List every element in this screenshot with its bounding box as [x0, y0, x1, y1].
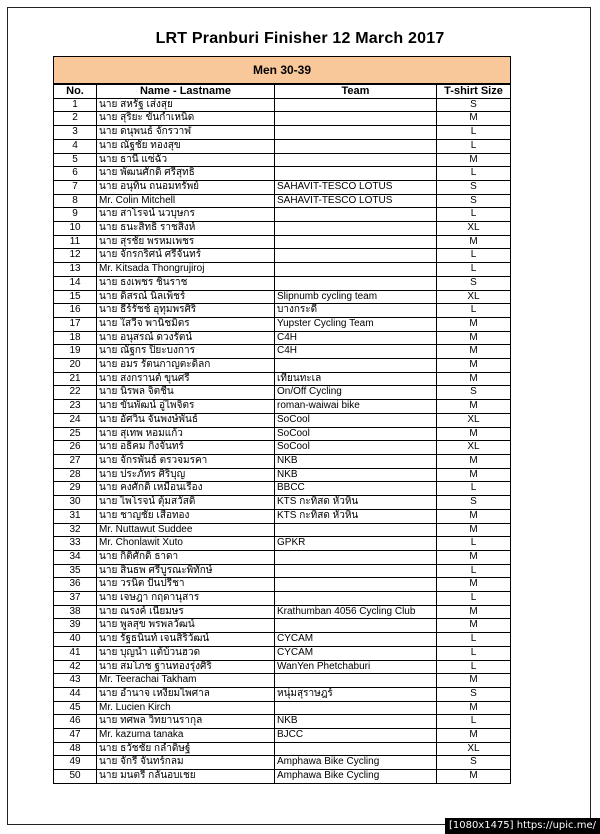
cell-team: บางกระดี่ [275, 304, 437, 318]
column-header-no: No. [54, 84, 97, 98]
cell-no: 19 [54, 345, 97, 359]
cell-name: Mr. Nuttawut Suddee [97, 523, 275, 537]
cell-name: นาย ธานี แซ่ฉั่ว [97, 153, 275, 167]
table-row [54, 180, 511, 194]
cell-no: 2 [54, 112, 97, 126]
cell-team [275, 167, 437, 181]
cell-no: 17 [54, 317, 97, 331]
cell-name: นาย จักรี จันทร์กลม [97, 756, 275, 770]
cell-name: นาย ไพโรจน์ ตุ้มสวัสดิ์ [97, 496, 275, 510]
table-row [54, 208, 511, 222]
cell-no: 27 [54, 454, 97, 468]
cell-no: 36 [54, 578, 97, 592]
cell-name: Mr. Teerachai Takham [97, 674, 275, 688]
cell-team [275, 249, 437, 263]
cell-size: M [437, 235, 511, 249]
watermark: [1080x1475] https://upic.me/ [445, 818, 600, 834]
cell-no: 33 [54, 537, 97, 551]
cell-team: SoCool [275, 427, 437, 441]
cell-name: นาย ใสวีจ พานิชมิตร [97, 317, 275, 331]
cell-team: CYCAM [275, 633, 437, 647]
cell-team: roman-waiwai bike [275, 400, 437, 414]
cell-size: S [437, 276, 511, 290]
cell-team: SAHAVIT-TESCO LOTUS [275, 194, 437, 208]
table-row [54, 249, 511, 263]
cell-no: 32 [54, 523, 97, 537]
cell-size: L [437, 249, 511, 263]
cell-size: M [437, 331, 511, 345]
cell-size: M [437, 454, 511, 468]
cell-no: 46 [54, 715, 97, 729]
table-row [54, 646, 511, 660]
cell-no: 3 [54, 126, 97, 140]
table-row [54, 222, 511, 236]
cell-name: นาย ดนุพนธ์ จักรวาฬ [97, 126, 275, 140]
table-row [54, 674, 511, 688]
cell-team: BBCC [275, 482, 437, 496]
cell-name: นาย สงกรานต์ ขุนศรี [97, 372, 275, 386]
cell-no: 42 [54, 660, 97, 674]
cell-name: นาย สาโรจน์ นวบุษกร [97, 208, 275, 222]
cell-name: นาย ธนะสิทธิ์ ราชสิงห์ [97, 222, 275, 236]
cell-size: XL [437, 290, 511, 304]
table-row [54, 550, 511, 564]
cell-name: นาย วรนิต ปั้นปรีชา [97, 578, 275, 592]
cell-name: นาย รัฐธนินท์ เจนสิริวัฒน์ [97, 633, 275, 647]
cell-team [275, 126, 437, 140]
cell-name: นาย สินธพ ศรีบูรณะพิทักษ์ [97, 564, 275, 578]
cell-no: 48 [54, 742, 97, 756]
cell-team: WanYen Phetchaburi [275, 660, 437, 674]
cell-size: M [437, 605, 511, 619]
table-row [54, 605, 511, 619]
cell-team: NKB [275, 454, 437, 468]
cell-no: 28 [54, 468, 97, 482]
table-row [54, 441, 511, 455]
cell-team [275, 98, 437, 112]
cell-no: 34 [54, 550, 97, 564]
cell-no: 30 [54, 496, 97, 510]
cell-no: 1 [54, 98, 97, 112]
table-row [54, 139, 511, 153]
cell-size: XL [437, 413, 511, 427]
cell-no: 45 [54, 701, 97, 715]
cell-team [275, 578, 437, 592]
cell-no: 44 [54, 687, 97, 701]
table-row [54, 304, 511, 318]
table-row [54, 468, 511, 482]
cell-no: 21 [54, 372, 97, 386]
cell-no: 16 [54, 304, 97, 318]
cell-name: นาย เจษฎา กฤดานุสาร [97, 592, 275, 606]
cell-size: L [437, 304, 511, 318]
cell-size: M [437, 468, 511, 482]
table-row [54, 276, 511, 290]
cell-size: L [437, 660, 511, 674]
cell-size: S [437, 756, 511, 770]
cell-size: M [437, 729, 511, 743]
cell-no: 24 [54, 413, 97, 427]
cell-name: นาย ชาญชัย เสือทอง [97, 509, 275, 523]
cell-size: M [437, 550, 511, 564]
cell-team: เทียนทะเล [275, 372, 437, 386]
cell-team [275, 674, 437, 688]
cell-no: 35 [54, 564, 97, 578]
cell-no: 20 [54, 359, 97, 373]
table-row [54, 523, 511, 537]
table-row [54, 126, 511, 140]
table-row [54, 194, 511, 208]
cell-team [275, 112, 437, 126]
category-header: Men 30-39 [54, 57, 511, 85]
table-row [54, 482, 511, 496]
cell-name: นาย สุริยะ ขันกำเหนิด [97, 112, 275, 126]
cell-size: M [437, 345, 511, 359]
cell-size: M [437, 317, 511, 331]
cell-no: 18 [54, 331, 97, 345]
cell-name: นาย ดิสรณ์ นิลเพ็ชร์ [97, 290, 275, 304]
table-row [54, 756, 511, 770]
table-row [54, 742, 511, 756]
cell-no: 43 [54, 674, 97, 688]
cell-team: Krathumban 4056 Cycling Club [275, 605, 437, 619]
cell-team: NKB [275, 468, 437, 482]
table-row [54, 770, 511, 784]
cell-no: 38 [54, 605, 97, 619]
table-row [54, 372, 511, 386]
cell-size: M [437, 523, 511, 537]
cell-size: M [437, 427, 511, 441]
cell-name: นาย อนุสรณ์ ดวงรัตน์ [97, 331, 275, 345]
cell-team [275, 701, 437, 715]
cell-name: นาย บุญนำ แต้บ้วนฮวด [97, 646, 275, 660]
cell-no: 23 [54, 400, 97, 414]
cell-team [275, 550, 437, 564]
cell-size: M [437, 674, 511, 688]
cell-team: Yupster Cycling Team [275, 317, 437, 331]
cell-team [275, 208, 437, 222]
table-row [54, 290, 511, 304]
table-row [54, 578, 511, 592]
cell-name: นาย ประภัทร ศิริบุญ [97, 468, 275, 482]
cell-team: C4H [275, 345, 437, 359]
table-row [54, 386, 511, 400]
cell-team: Amphawa Bike Cycling [275, 770, 437, 784]
table-row [54, 592, 511, 606]
cell-no: 26 [54, 441, 97, 455]
cell-team [275, 592, 437, 606]
cell-team [275, 263, 437, 277]
cell-name: Mr. Colin Mitchell [97, 194, 275, 208]
cell-name: นาย มนตรี กลั่นอบเชย [97, 770, 275, 784]
table-row [54, 454, 511, 468]
cell-name: นาย ณรงค์ เนียมษร [97, 605, 275, 619]
cell-name: นาย นิรพล จิตชื่น [97, 386, 275, 400]
table-row [54, 167, 511, 181]
finisher-table [53, 56, 511, 784]
cell-name: นาย พูลสุข พรพลวัฒน์ [97, 619, 275, 633]
table-row [54, 235, 511, 249]
cell-team: BJCC [275, 729, 437, 743]
cell-name: นาย กิติศักดิ์ ธาดา [97, 550, 275, 564]
cell-name: นาย อำนาจ เหงี่ยมไพศาล [97, 687, 275, 701]
cell-size: M [437, 578, 511, 592]
cell-team: Slipnumb cycling team [275, 290, 437, 304]
table-row [54, 564, 511, 578]
cell-no: 29 [54, 482, 97, 496]
cell-no: 40 [54, 633, 97, 647]
cell-no: 14 [54, 276, 97, 290]
cell-no: 49 [54, 756, 97, 770]
cell-size: M [437, 359, 511, 373]
cell-name: นาย ธีร์รัชช์ อุทุมพรศิริ [97, 304, 275, 318]
cell-name: นาย ธงเพชร ชินราช [97, 276, 275, 290]
cell-team: KTS กะทิสด หัวหิน [275, 496, 437, 510]
page-title: LRT Pranburi Finisher 12 March 2017 [155, 30, 445, 47]
cell-no: 47 [54, 729, 97, 743]
cell-no: 37 [54, 592, 97, 606]
table-row [54, 496, 511, 510]
table-row [54, 427, 511, 441]
cell-size: L [437, 646, 511, 660]
cell-team: SAHAVIT-TESCO LOTUS [275, 180, 437, 194]
cell-no: 5 [54, 153, 97, 167]
cell-team [275, 523, 437, 537]
table-row [54, 331, 511, 345]
cell-size: L [437, 537, 511, 551]
cell-no: 31 [54, 509, 97, 523]
table-row [54, 400, 511, 414]
cell-size: L [437, 263, 511, 277]
cell-size: M [437, 372, 511, 386]
cell-team: On/Off Cycling [275, 386, 437, 400]
cell-name: นาย คงศักดิ์ เหมือนเรือง [97, 482, 275, 496]
cell-team: หนุ่มสุราษฎร์ [275, 687, 437, 701]
cell-size: M [437, 112, 511, 126]
cell-no: 8 [54, 194, 97, 208]
cell-team: Amphawa Bike Cycling [275, 756, 437, 770]
cell-size: L [437, 126, 511, 140]
cell-no: 15 [54, 290, 97, 304]
column-header-row [54, 84, 511, 98]
cell-name: Mr. Chonlawit Xuto [97, 537, 275, 551]
cell-size: XL [437, 222, 511, 236]
cell-name: นาย อมร รัตนกาญตะดิลก [97, 359, 275, 373]
cell-no: 39 [54, 619, 97, 633]
cell-size: XL [437, 441, 511, 455]
cell-no: 9 [54, 208, 97, 222]
column-header-name: Name - Lastname [97, 84, 275, 98]
cell-team: KTS กะทิสด หัวหิน [275, 509, 437, 523]
cell-name: Mr. Lucien Kirch [97, 701, 275, 715]
cell-name: นาย สุเทพ หอมแก้ว [97, 427, 275, 441]
table-row [54, 537, 511, 551]
cell-no: 10 [54, 222, 97, 236]
cell-no: 22 [54, 386, 97, 400]
table-row [54, 660, 511, 674]
table-row [54, 619, 511, 633]
cell-name: นาย สหรัฐ เส่งสุย [97, 98, 275, 112]
cell-name: นาย สมโภช ฐานทองรุ่งศิริ [97, 660, 275, 674]
cell-size: XL [437, 742, 511, 756]
cell-no: 4 [54, 139, 97, 153]
cell-team [275, 222, 437, 236]
cell-name: นาย ขันพัฒน์ อู่ไพจิตร [97, 400, 275, 414]
table-row [54, 345, 511, 359]
cell-size: S [437, 98, 511, 112]
table-row [54, 263, 511, 277]
table-row [54, 112, 511, 126]
cell-team [275, 235, 437, 249]
cell-size: M [437, 153, 511, 167]
cell-size: S [437, 687, 511, 701]
cell-size: L [437, 167, 511, 181]
cell-size: L [437, 208, 511, 222]
cell-team [275, 276, 437, 290]
cell-name: นาย พัฒนศักดิ์ ศรีสุทธิ์ [97, 167, 275, 181]
cell-no: 50 [54, 770, 97, 784]
table-row [54, 729, 511, 743]
cell-no: 11 [54, 235, 97, 249]
cell-name: นาย ณัฐกร ปิยะบงการ [97, 345, 275, 359]
cell-team: CYCAM [275, 646, 437, 660]
cell-team [275, 359, 437, 373]
cell-size: S [437, 496, 511, 510]
cell-name: Mr. Kitsada Thongrujiroj [97, 263, 275, 277]
cell-no: 12 [54, 249, 97, 263]
cell-name: Mr. kazuma tanaka [97, 729, 275, 743]
cell-team: GPKR [275, 537, 437, 551]
cell-size: M [437, 619, 511, 633]
column-header-size: T-shirt Size [437, 84, 511, 98]
cell-name: นาย จักรพันธ์ ตรวจมรคา [97, 454, 275, 468]
table-row [54, 509, 511, 523]
cell-size: S [437, 194, 511, 208]
cell-no: 7 [54, 180, 97, 194]
cell-no: 41 [54, 646, 97, 660]
cell-size: M [437, 400, 511, 414]
cell-team [275, 742, 437, 756]
cell-team: SoCool [275, 413, 437, 427]
cell-name: นาย จักรกริศน์ ศรีจันทร์ [97, 249, 275, 263]
cell-size: L [437, 592, 511, 606]
table-row [54, 317, 511, 331]
table-row [54, 153, 511, 167]
cell-team [275, 564, 437, 578]
cell-name: นาย ณัฐชัย ทองสุข [97, 139, 275, 153]
cell-team: C4H [275, 331, 437, 345]
cell-team [275, 139, 437, 153]
cell-name: นาย อนุทิน ถนอมทรัพย์ [97, 180, 275, 194]
table-row [54, 98, 511, 112]
cell-name: นาย อธิคม กิ่งจันทร์ [97, 441, 275, 455]
table-row [54, 359, 511, 373]
cell-team: NKB [275, 715, 437, 729]
table-body [54, 98, 511, 783]
table-row [54, 701, 511, 715]
table-row [54, 633, 511, 647]
table-row [54, 715, 511, 729]
column-header-team: Team [275, 84, 437, 98]
cell-size: S [437, 386, 511, 400]
cell-no: 25 [54, 427, 97, 441]
cell-size: M [437, 770, 511, 784]
cell-size: S [437, 180, 511, 194]
table-row [54, 687, 511, 701]
cell-size: L [437, 139, 511, 153]
table-row [54, 413, 511, 427]
cell-name: นาย สุรชัย พรหมเพชร [97, 235, 275, 249]
cell-size: M [437, 701, 511, 715]
cell-no: 6 [54, 167, 97, 181]
cell-team [275, 619, 437, 633]
cell-size: L [437, 482, 511, 496]
cell-name: นาย อัศวิน จันพงษ์พันธ์ [97, 413, 275, 427]
cell-size: L [437, 715, 511, 729]
cell-team [275, 153, 437, 167]
cell-size: L [437, 564, 511, 578]
cell-size: M [437, 509, 511, 523]
cell-name: นาย ทศพล วิทยานรากุล [97, 715, 275, 729]
cell-name: นาย ธวัชชัย กล่ำดิษฐ์ [97, 742, 275, 756]
cell-size: L [437, 633, 511, 647]
cell-no: 13 [54, 263, 97, 277]
cell-team: SoCool [275, 441, 437, 455]
